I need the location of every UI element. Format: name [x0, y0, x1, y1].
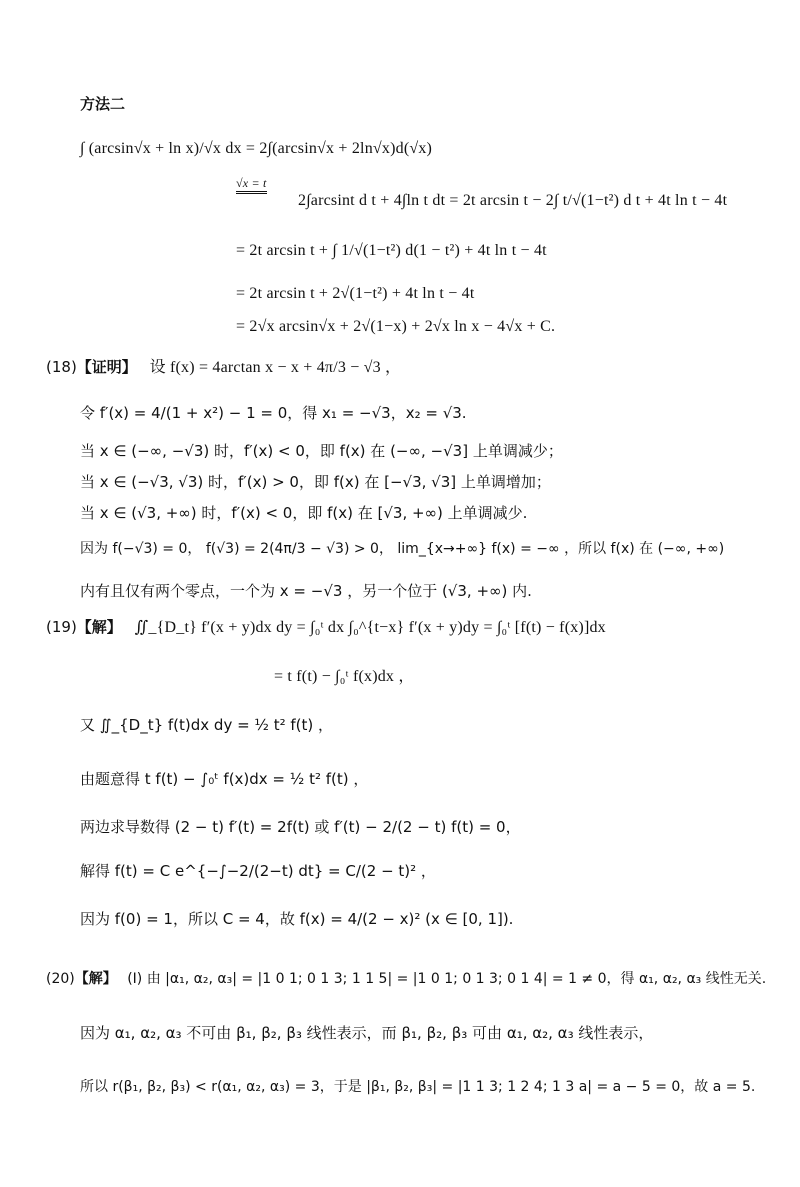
p19-line-2: = t f(t) − ∫₀ᵗ f(x)dx ， — [274, 668, 415, 685]
method2-line-3: = 2t arcsin t + ∫ 1/√(1−t²) d(1 − t²) + 4t ln t − 4t — [236, 242, 547, 259]
p19-line-1: ∬_{D_t} f′(x + y)dx dy = ∫₀ᵗ dx ∫₀^{t−x} f′(x + y)dy = ∫₀ᵗ [f(t) − f(x)]dx — [134, 619, 606, 636]
problem-19-tag: 【解】 — [76, 618, 122, 636]
p18-line-3: 当 x ∈ (−∞, −√3) 时，f′(x) < 0，即 f(x) 在 (−∞, −√3] 上单调减少； — [80, 442, 563, 460]
problem-20-number: (20) — [46, 971, 75, 987]
substitution-note — [236, 172, 267, 194]
problem-18-number: (18) — [46, 358, 77, 376]
p19-line-3: 又 ∬_{D_t} f(t)dx dy = ½ t² f(t) ， — [80, 716, 334, 734]
p18-line-6: 因为 f(−√3) = 0， f(√3) = 2(4π/3 − √3) > 0， lim_{x→+∞} f(x) = −∞ ，所以 f(x) 在 (−∞, +∞) — [80, 541, 725, 557]
problem-18-tag: 【证明】 — [76, 358, 137, 376]
p19-line-5: 两边求导数得 (2 − t) f′(t) = 2f(t) 或 f′(t) − 2/(2 − t) f(t) = 0， — [80, 818, 521, 836]
method2-line-4: = 2t arcsin t + 2√(1−t²) + 4t ln t − 4t — [236, 285, 475, 302]
substitution-label: √x = t — [236, 176, 267, 194]
p20-line-3: 所以 r(β₁, β₂, β₃) < r(α₁, α₂, α₃) = 3，于是 |β₁, β₂, β₃| = |1 1 3; 1 2 4; 1 3 a| = a − 5 = 0，故 a = 5. — [80, 1079, 756, 1095]
p18-line-5: 当 x ∈ (√3, +∞) 时，f′(x) < 0，即 f(x) 在 [√3, +∞) 上单调减少. — [80, 504, 528, 522]
problem-18-header — [46, 356, 401, 379]
p18-line-4: 当 x ∈ (−√3, √3) 时，f′(x) > 0，即 f(x) 在 [−√3, √3] 上单调增加； — [80, 473, 551, 491]
problem-19-number: (19) — [46, 618, 77, 636]
p18-line-2: 令 f′(x) = 4/(1 + x²) − 1 = 0，得 x₁ = −√3，x₂ = √3. — [80, 404, 467, 422]
p19-line-7: 因为 f(0) = 1，所以 C = 4，故 f(x) = 4/(2 − x)² (x ∈ [0, 1]). — [80, 910, 514, 928]
method-two-heading: 方法二 — [80, 95, 126, 113]
p19-line-6: 解得 f(t) = C e^{−∫−2/(2−t) dt} = C/(2 − t)² ， — [80, 862, 436, 880]
problem-20-header — [46, 968, 766, 990]
method2-line-1: ∫ (arcsin√x + ln x)/√x dx = 2∫(arcsin√x + 2ln√x)d(√x) — [80, 140, 433, 157]
p20-line-1: (Ⅰ) 由 |α₁, α₂, α₃| = |1 0 1; 0 1 3; 1 1 5| = |1 0 1; 0 1 3; 0 1 4| = 1 ≠ 0，得 α₁, α₂, α₃ 线性无关. — [127, 971, 767, 987]
p20-line-2: 因为 α₁, α₂, α₃ 不可由 β₁, β₂, β₃ 线性表示，而 β₁, β₂, β₃ 可由 α₁, α₂, α₃ 线性表示， — [80, 1024, 654, 1042]
p19-line-4: 由题意得 t f(t) − ∫₀ᵗ f(x)dx = ½ t² f(t) ， — [80, 770, 369, 788]
method2-line-5: = 2√x arcsin√x + 2√(1−x) + 2√x ln x − 4√x + C. — [236, 318, 556, 335]
p18-line-1: 设 f(x) = 4arctan x − x + 4π/3 − √3 ， — [149, 359, 402, 376]
method2-line-2: 2∫arcsint d t + 4∫ln t dt = 2t arcsin t − 2∫ t/√(1−t²) d t + 4t ln t − 4t — [298, 192, 728, 209]
problem-20-tag: 【解】 — [74, 971, 117, 987]
p18-line-7: 内有且仅有两个零点，一个为 x = −√3 ，另一个位于 (√3, +∞) 内. — [80, 582, 532, 600]
problem-19-header — [46, 616, 606, 639]
